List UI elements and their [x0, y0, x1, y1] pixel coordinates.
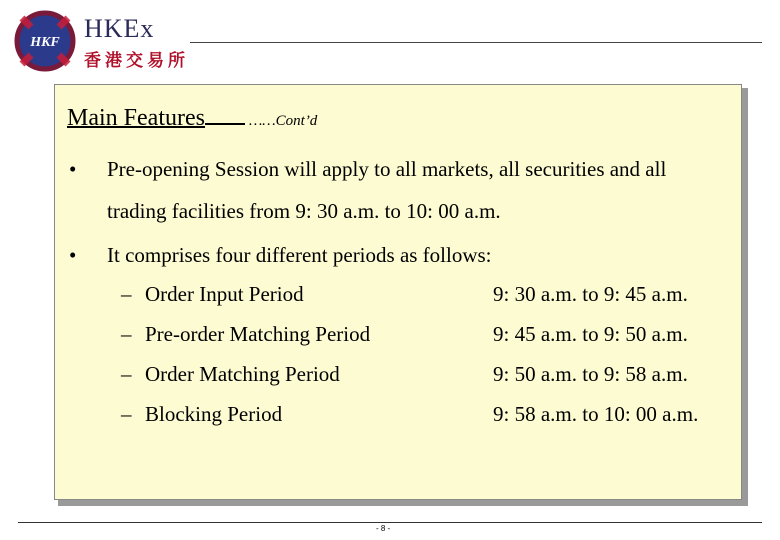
period-name: Order Input Period — [145, 282, 304, 306]
header-divider — [190, 42, 762, 43]
title-underline-gap — [205, 103, 245, 125]
period-name: Order Matching Period — [145, 362, 340, 386]
hkex-logo-icon — [14, 10, 76, 72]
brand-name-zh: 香港交易所 — [84, 51, 189, 71]
content-panel — [54, 84, 742, 500]
period-row — [121, 394, 733, 434]
page-number: - 8 - — [376, 524, 391, 533]
period-row — [121, 314, 733, 354]
period-time: 9: 45 a.m. to 9: 50 a.m. — [493, 322, 688, 346]
bullet-text: It comprises four different periods as follows: — [107, 243, 492, 267]
period-row — [121, 274, 733, 314]
slide-heading — [67, 103, 317, 135]
period-dash: – — [121, 282, 132, 306]
brand — [84, 16, 189, 71]
period-row — [121, 354, 733, 394]
footer-divider — [18, 522, 762, 523]
period-dash: – — [121, 322, 132, 346]
bullet-text: Pre-opening Session will apply to all markets, all securities and all trading facilities from 9: 30 a.m. to 10: 00 a.m. — [107, 157, 667, 223]
slide-title: Main Features — [67, 105, 205, 131]
period-time: 9: 58 a.m. to 10: 00 a.m. — [493, 402, 699, 426]
period-time: 9: 30 a.m. to 9: 45 a.m. — [493, 282, 688, 306]
period-dash: – — [121, 362, 132, 386]
bullet-marker: • — [69, 243, 77, 267]
period-name: Pre-order Matching Period — [145, 322, 371, 346]
brand-name-en: HKEx — [84, 14, 155, 43]
period-dash: – — [121, 402, 132, 426]
period-time: 9: 50 a.m. to 9: 58 a.m. — [493, 362, 688, 386]
period-name: Blocking Period — [145, 402, 283, 426]
logo-text: HKF — [30, 35, 60, 50]
bullet-marker: • — [69, 157, 77, 181]
title-suffix: ……Cont’d — [248, 113, 318, 129]
